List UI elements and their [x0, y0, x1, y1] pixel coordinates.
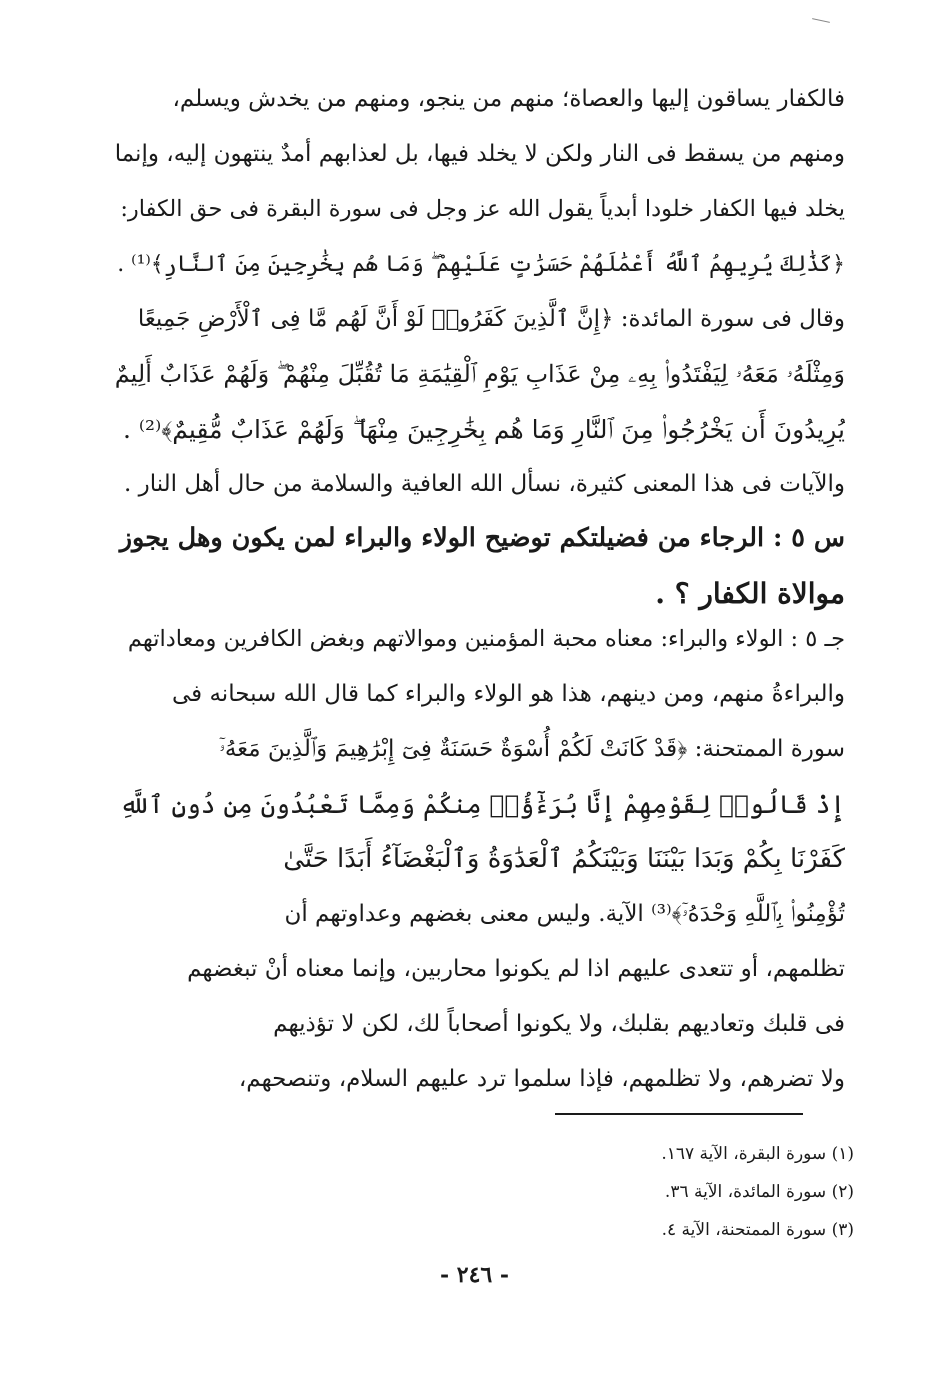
footnote-1: (١) سورة البقرة، الآية ١٦٧.	[661, 1144, 854, 1164]
footnotes	[454, 1135, 854, 1249]
text-line: فالكفار يساقون إليها والعصاة؛ منهم من ينجو، ومنهم من يخدش ويسلم،	[172, 86, 845, 112]
footnote-2: (٢) سورة المائدة، الآية ٣٦.	[664, 1182, 854, 1202]
text-line: ومنهم من يسقط فى النار ولكن لا يخلد فيها، بل لعذابهم أمدٌ ينتهون إليه، وإنما	[115, 141, 845, 167]
quran-verse-line: يُرِيدُونَ أَن يَخْرُجُوا۟ مِنَ ٱلنَّارِ وَمَا هُم بِخَٰرِجِينَ مِنْهَا ۖ وَلَهُمْ عَذَابٌ مُّقِيمٌ﴾⁽²⁾ .	[123, 415, 845, 444]
text-line: يخلد فيها الكفار خلودا أبدياً يقول الله عز وجل فى سورة البقرة فى حق الكفار:	[120, 196, 845, 222]
scan-mark	[812, 18, 830, 23]
text-line: ولا تضرهم، ولا تظلمهم، فإذا سلموا ترد عليهم السلام، وتنصحهم،	[238, 1066, 845, 1092]
footnote-divider	[555, 1113, 803, 1115]
quran-verse-line: وَمِثْلَهُۥ مَعَهُۥ لِيَفْتَدُوا۟ بِهِۦ مِنْ عَذَابِ يَوْمِ ٱلْقِيَٰمَةِ مَا تُقُبِّلَ مِنْهُمْ ۖ وَلَهُمْ عَذَابٌ أَلِيمٌ	[115, 360, 845, 388]
quran-verse-line: ﴿كَذَٰلِكَ يُرِيهِمُ ٱللَّهُ أَعْمَٰلَهُمْ حَسَرَٰتٍ عَلَيْهِمْ ۖ وَمَا هُم بِخَٰرِجِينَ مِنَ ٱلنَّارِ﴾⁽¹⁾ .	[117, 252, 845, 277]
text-line: تظلمهم، أو تتعدى عليهم اذا لم يكونوا محاربين، وإنما معناه أنْ تبغضهم	[187, 956, 845, 982]
text-line: جـ ٥ : الولاء والبراء: معناه محبة المؤمنين وموالاتهم وبغض الكافرين ومعاداتهم	[127, 626, 845, 652]
page-number: - ٢٤٦ -	[439, 1262, 510, 1288]
question-line: س ٥ : الرجاء من فضيلتكم توضيح الولاء والبراء لمن يكون وهل يجوز	[119, 523, 845, 553]
text-line: فى قلبك وتعاديهم بقلبك، ولا يكونوا أصحاباً لك، لكن لا تؤذيهم	[273, 1011, 845, 1037]
text-line: وقال فى سورة المائدة: ﴿إِنَّ ٱلَّذِينَ كَفَرُوا۟ لَوْ أَنَّ لَهُم مَّا فِى ٱلْأَرْضِ جَمِيعًا	[137, 306, 845, 332]
main-text	[115, 72, 845, 512]
text-line: والآيات فى هذا المعنى كثيرة، نسأل الله العافية والسلامة من حال أهل النار .	[124, 471, 845, 497]
question-line: موالاة الكفار ؟ .	[655, 577, 845, 610]
text-line: والبراءةُ منهم، ومن دينهم، هذا هو الولاء والبراء كما قال الله سبحانه فى	[172, 681, 845, 707]
quran-verse-line: كَفَرْنَا بِكُمْ وَبَدَا بَيْنَنَا وَبَيْنَكُمُ ٱلْعَدَٰوَةُ وَٱلْبَغْضَآءُ أَبَدًا حَتَّىٰ	[283, 844, 845, 874]
quran-verse-line: إِذْ قَالُوا۟ لِقَوْمِهِمْ إِنَّا بُرَءَٰٓؤُا۟ مِنكُمْ وَمِمَّا تَعْبُدُونَ مِن دُونِ ٱللَّهِ	[119, 790, 845, 819]
footnote-3: (٣) سورة الممتحنة، الآية ٤.	[661, 1220, 854, 1240]
question-heading	[115, 510, 845, 622]
text-line: سورة الممتحنة: ﴿قَدْ كَانَتْ لَكُمْ أُسْوَةٌ حَسَنَةٌ فِىٓ إِبْرَٰهِيمَ وَٱلَّذِينَ مَعَهُۥٓ	[219, 736, 845, 762]
answer-text	[115, 612, 845, 1107]
text-line: تُؤْمِنُوا۟ بِٱللَّهِ وَحْدَهُۥٓ﴾⁽³⁾ الآية. وليس معنى بغضهم وعداوتهم أن	[284, 901, 845, 927]
